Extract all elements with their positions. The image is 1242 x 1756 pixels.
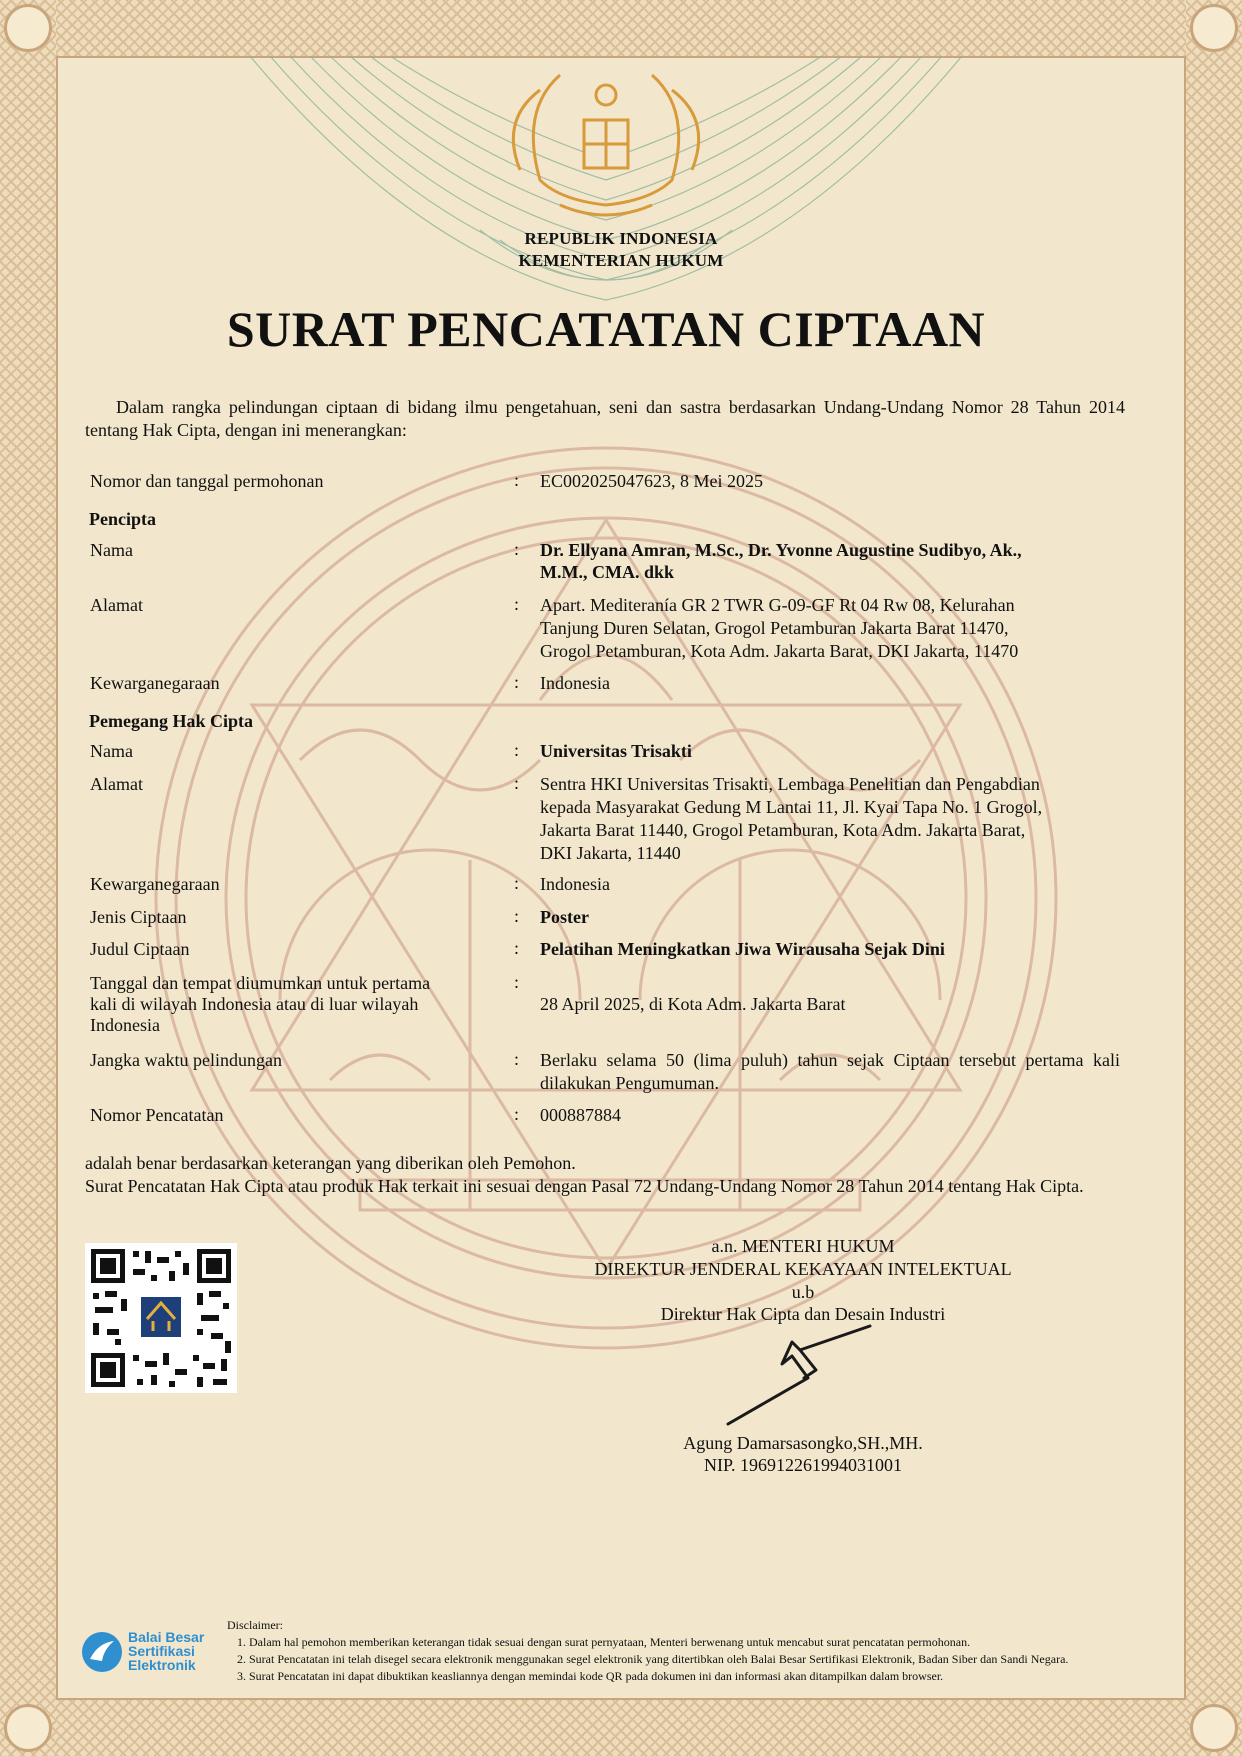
application-label: Nomor dan tanggal permohonan bbox=[90, 471, 324, 491]
holder-address-line1: Sentra HKI Universitas Trisakti, Lembaga Penelitian dan Pengabdian bbox=[540, 774, 1040, 794]
creator-name-label: Nama bbox=[90, 540, 133, 560]
colon: : bbox=[514, 539, 520, 559]
colon: : bbox=[514, 1049, 520, 1069]
holder-name-label: Nama bbox=[90, 741, 133, 761]
record-number: 000887884 bbox=[540, 1105, 621, 1125]
announce-label-line2: kali di wilayah Indonesia atau di luar wilayah bbox=[90, 994, 419, 1014]
intro-paragraph: Dalam rangka pelindungan ciptaan di bidang ilmu pengetahuan, seni dan sastra berdasarkan Undang-Undang Nomor 28 Tahun 2014 tentang Hak Cipta, dengan ini menerangkan: bbox=[85, 397, 1125, 440]
term-label: Jangka waktu pelindungan bbox=[90, 1050, 282, 1070]
creator-citizenship-label: Kewarganegaraan bbox=[90, 673, 220, 693]
announce-value: 28 April 2025, di Kota Adm. Jakarta Barat bbox=[540, 994, 846, 1014]
disclaimer bbox=[227, 1617, 1068, 1685]
colon: : bbox=[514, 873, 520, 893]
record-label: Nomor Pencatatan bbox=[90, 1105, 224, 1125]
term-value: Berlaku selama 50 (lima puluh) tahun sejak Ciptaan tersebut pertama kali dilakukan Pengumuman. bbox=[540, 1050, 1120, 1093]
holder-address-label: Alamat bbox=[90, 774, 143, 794]
work-type-label: Jenis Ciptaan bbox=[90, 907, 187, 927]
qr-code[interactable] bbox=[85, 1243, 237, 1393]
disclaimer-heading: Disclaimer: bbox=[227, 1618, 283, 1632]
creator-address-line1: Apart. Mediteranía GR 2 TWR G-09-GF Rt 04 Rw 08, Kelurahan bbox=[540, 595, 1015, 615]
page-title: SURAT PENCATATAN CIPTAAN bbox=[226, 301, 986, 357]
holder-citizenship: Indonesia bbox=[540, 874, 610, 894]
handwritten-signature bbox=[720, 1320, 900, 1430]
signature-line4: Direktur Hak Cipta dan Desain Industri bbox=[660, 1304, 946, 1324]
work-type: Poster bbox=[540, 907, 589, 927]
holder-citizenship-label: Kewarganegaraan bbox=[90, 874, 220, 894]
qr-code-icon bbox=[85, 1243, 237, 1393]
disclaimer-item: 3. Surat Pencatatan ini dapat dibuktikan keasliannya dengan memindai kode QR pada dokumen ini dan informasi akan ditampilkan dalam browser. bbox=[249, 1668, 1068, 1685]
colon: : bbox=[514, 972, 520, 992]
colon: : bbox=[514, 594, 520, 614]
holder-address-line3: Jakarta Barat 11440, Grogol Petamburan, Kota Adm. Jakarta Barat, bbox=[540, 820, 1026, 840]
creator-name-line2: M.M., CMA. dkk bbox=[540, 562, 674, 582]
holder-address-line2: kepada Masyarakat Gedung M Lantai 11, Jl. Kyai Tapa No. 1 Grogol, bbox=[540, 797, 1043, 817]
signature-line2: DIREKTUR JENDERAL KEKAYAAN INTELEKTUAL bbox=[594, 1259, 1012, 1279]
bsre-line2: Sertifikasi bbox=[128, 1643, 195, 1659]
holder-name: Universitas Trisakti bbox=[540, 741, 692, 761]
garuda-emblem-icon bbox=[513, 75, 698, 215]
creator-citizenship: Indonesia bbox=[540, 673, 610, 693]
colon: : bbox=[514, 740, 520, 760]
colon: : bbox=[514, 906, 520, 926]
work-title: Pelatihan Meningkatkan Jiwa Wirausaha Sejak Dini bbox=[540, 939, 945, 959]
holder-section-title: Pemegang Hak Cipta bbox=[89, 711, 253, 731]
work-title-label: Judul Ciptaan bbox=[90, 939, 190, 959]
creator-address-line3: Grogol Petamburan, Kota Adm. Jakarta Barat, DKI Jakarta, 11470 bbox=[540, 641, 1019, 661]
signer-name: Agung Damarsasongko,SH.,MH. bbox=[683, 1433, 923, 1453]
announce-label-line3: Indonesia bbox=[90, 1015, 160, 1035]
colon: : bbox=[514, 938, 520, 958]
creator-section-title: Pencipta bbox=[89, 509, 156, 529]
signature-line1: a.n. MENTERI HUKUM bbox=[711, 1236, 895, 1256]
colon: : bbox=[514, 773, 520, 793]
disclaimer-item: 1. Dalam hal pemohon memberikan keterangan tidak sesuai dengan surat pernyataan, Menteri berwenang untuk mencabut surat pencatatan permohonan. bbox=[249, 1634, 1068, 1651]
colon: : bbox=[514, 1104, 520, 1124]
bsre-line1: Balai Besar bbox=[128, 1629, 205, 1645]
creator-name-line1: Dr. Ellyana Amran, M.Sc., Dr. Yvonne Augustine Sudibyo, Ak., bbox=[540, 540, 1022, 560]
announce-label-line1: Tanggal dan tempat diumumkan untuk pertama bbox=[90, 973, 431, 993]
creator-address-line2: Tanjung Duren Selatan, Grogol Petamburan Jakarta Barat 11470, bbox=[540, 618, 1009, 638]
colon: : bbox=[514, 470, 520, 490]
signer-nip: NIP. 196912261994031001 bbox=[703, 1455, 902, 1475]
creator-address-label: Alamat bbox=[90, 595, 143, 615]
holder-address-line4: DKI Jakarta, 11440 bbox=[540, 843, 681, 863]
signature-line3: u.b bbox=[791, 1282, 815, 1302]
bsre-name bbox=[128, 1630, 204, 1672]
header-kementerian: KEMENTERIAN HUKUM bbox=[518, 251, 724, 270]
disclaimer-item: 2. Surat Pencatatan ini telah disegel secara elektronik menggunakan segel elektronik yang ditertibkan oleh Balai Besar Sertifikasi Elektronik, Badan Siber dan Sandi Negara. bbox=[249, 1651, 1068, 1668]
colon: : bbox=[514, 672, 520, 692]
closing-line1: adalah benar berdasarkan keterangan yang diberikan oleh Pemohon. bbox=[85, 1153, 576, 1173]
application-value: EC002025047623, 8 Mei 2025 bbox=[540, 471, 763, 491]
closing-line2: Surat Pencatatan Hak Cipta atau produk Hak terkait ini sesuai dengan Pasal 72 Undang-Undang Nomor 28 Tahun 2014 tentang Hak Cipta. bbox=[85, 1176, 1084, 1196]
bsre-line3: Elektronik bbox=[128, 1657, 196, 1673]
header-republik: REPUBLIK INDONESIA bbox=[524, 229, 718, 248]
